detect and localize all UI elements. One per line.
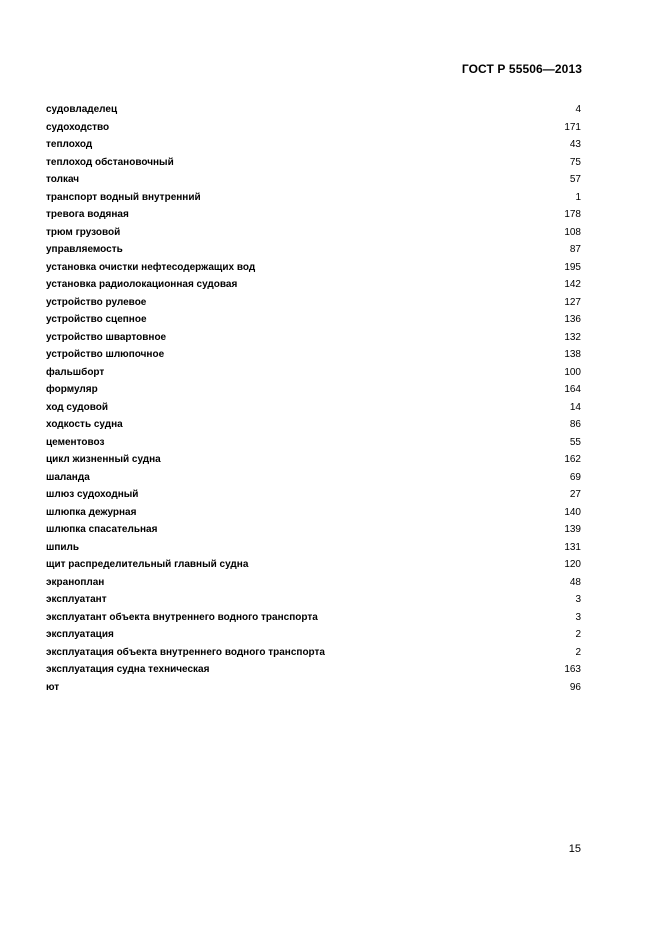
index-page-ref: 136 (564, 314, 581, 325)
index-page-ref: 127 (564, 296, 581, 308)
index-page-ref: 142 (564, 279, 581, 290)
index-page-ref: 140 (564, 506, 581, 518)
index-entry (46, 381, 581, 399)
index-entry (46, 346, 581, 364)
index-page-ref: 178 (564, 209, 581, 220)
index-page-ref: 2 (575, 646, 581, 658)
index-term: транспорт водный внутренний (46, 191, 201, 203)
index-page-ref: 163 (564, 664, 581, 675)
index-page-ref: 138 (564, 349, 581, 360)
index-term: трюм грузовой (46, 226, 121, 238)
index-entry (46, 294, 581, 312)
index-term: шлюпка спасательная (46, 524, 158, 535)
index-entry (46, 119, 581, 137)
index-entry (46, 469, 581, 487)
index-page-ref: 55 (569, 436, 581, 448)
index-entry (46, 556, 581, 574)
index-page-ref: 27 (569, 489, 581, 500)
index-term: эксплуатант (46, 594, 107, 605)
index-entry (46, 504, 581, 522)
index-entry (46, 224, 581, 242)
index-entry (46, 661, 581, 679)
index-term: ходкость судна (46, 419, 123, 430)
index-entry (46, 626, 581, 644)
index-term: устройство рулевое (46, 296, 147, 308)
index-term: эксплуатация (46, 629, 114, 640)
index-term: щит распределительный главный судна (46, 559, 249, 570)
index-entry (46, 644, 581, 662)
index-entry (46, 679, 581, 697)
index-term: цементовоз (46, 436, 105, 448)
index-term: устройство сцепное (46, 314, 147, 325)
index-term: судоходство (46, 121, 110, 133)
index-entry (46, 259, 581, 277)
index-term: установка радиолокационная судовая (46, 279, 238, 290)
index-term: шпиль (46, 541, 80, 553)
index-term: шлюз судоходный (46, 489, 139, 500)
index-page-ref: 195 (564, 261, 581, 273)
index-entry (46, 154, 581, 172)
index-page-ref: 14 (569, 401, 581, 413)
index-list (46, 101, 581, 696)
index-term: шлюпка дежурная (46, 506, 137, 518)
index-entry (46, 136, 581, 154)
index-entry (46, 521, 581, 539)
page-number: 15 (568, 843, 581, 855)
index-page-ref: 1 (575, 191, 581, 203)
index-term: управляемость (46, 244, 123, 255)
index-term: эксплуатация объекта внутреннего водного транспорта (46, 646, 325, 658)
index-page-ref: 162 (564, 454, 581, 465)
index-term: толкач (46, 174, 80, 185)
index-page-ref: 120 (564, 559, 581, 570)
index-term: судовладелец (46, 104, 118, 115)
index-entry (46, 609, 581, 627)
document-header: ГОСТ Р 55506—2013 (461, 62, 582, 76)
index-page-ref: 86 (569, 419, 581, 430)
index-entry (46, 416, 581, 434)
index-page-ref: 171 (564, 121, 581, 133)
index-entry (46, 574, 581, 592)
index-term: формуляр (46, 384, 98, 395)
index-page-ref: 131 (564, 541, 581, 553)
index-term: ход судовой (46, 401, 109, 413)
index-page-ref: 132 (564, 331, 581, 343)
index-entry (46, 241, 581, 259)
index-page-ref: 75 (569, 156, 581, 168)
index-entry (46, 101, 581, 119)
index-page-ref: 108 (564, 226, 581, 238)
index-page-ref: 3 (575, 594, 581, 605)
index-term: эксплуатант объекта внутреннего водного транспорта (46, 611, 318, 623)
index-page-ref: 96 (569, 681, 581, 693)
index-entry (46, 329, 581, 347)
index-term: ют (46, 681, 60, 693)
index-page-ref: 4 (575, 104, 581, 115)
index-page-ref: 164 (564, 384, 581, 395)
index-entry (46, 451, 581, 469)
index-entry (46, 171, 581, 189)
index-page-ref: 87 (569, 244, 581, 255)
index-entry (46, 434, 581, 452)
index-entry (46, 486, 581, 504)
index-entry (46, 364, 581, 382)
index-term: тревога водяная (46, 209, 129, 220)
index-term: эксплуатация судна техническая (46, 664, 210, 675)
index-entry (46, 311, 581, 329)
index-entry (46, 399, 581, 417)
index-page-ref: 48 (569, 576, 581, 588)
index-page-ref: 3 (575, 611, 581, 623)
index-term: экраноплан (46, 576, 105, 588)
index-page-ref: 100 (564, 366, 581, 378)
index-entry (46, 591, 581, 609)
index-page-ref: 139 (564, 524, 581, 535)
index-term: фальшборт (46, 366, 105, 378)
index-term: теплоход обстановочный (46, 156, 174, 168)
index-page-ref: 2 (575, 629, 581, 640)
index-entry (46, 539, 581, 557)
index-entry (46, 206, 581, 224)
index-entry (46, 189, 581, 207)
index-term: теплоход (46, 139, 93, 150)
index-entry (46, 276, 581, 294)
index-term: установка очистки нефтесодержащих вод (46, 261, 256, 273)
index-page-ref: 57 (569, 174, 581, 185)
index-term: шаланда (46, 471, 90, 483)
index-page-ref: 69 (569, 471, 581, 483)
index-page-ref: 43 (569, 139, 581, 150)
index-term: устройство швартовное (46, 331, 167, 343)
index-term: устройство шлюпочное (46, 349, 165, 360)
index-term: цикл жизненный судна (46, 454, 161, 465)
